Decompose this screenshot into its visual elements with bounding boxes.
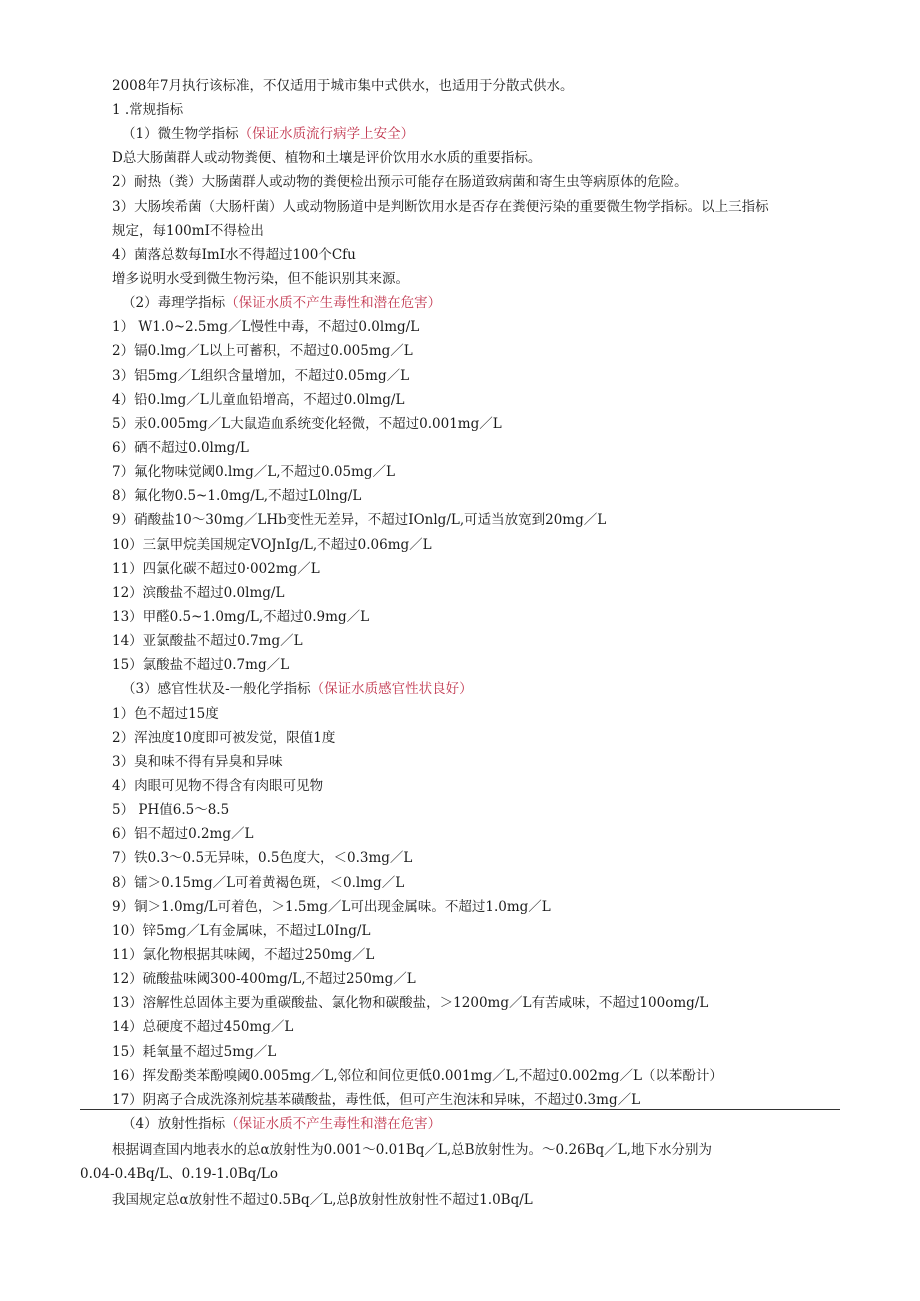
- list-item: 9）铜＞1.0mg/L可着色，＞1.5mg／L可出现金属味。不超过1.0mg／L: [112, 899, 551, 915]
- list-item: 5） PH值6.5～8.5: [112, 802, 230, 818]
- list-item: 8）镭＞0.15mg／L可着黄褐色斑，＜0.lmg／L: [112, 875, 405, 891]
- sensory-heading: [122, 679, 473, 699]
- list-item: 14）总硬度不超过450mg／L: [112, 1019, 294, 1035]
- list-item: 2）浑浊度10度即可被发觉，限值1度: [112, 730, 336, 746]
- section-divider: [80, 1109, 840, 1110]
- list-item: 3）臭和味不得有异臭和异味: [112, 754, 283, 770]
- list-item: 4）铅0.lmg／L儿童血铅增高，不超过0.0lmg/L: [112, 392, 405, 408]
- list-item: 6）硒不超过0.0lmg/L: [112, 440, 249, 456]
- list-item-continuation: 规定，每100mI不得检出: [112, 223, 264, 239]
- list-item: 12）滨酸盐不超过0.0lmg/L: [112, 585, 285, 601]
- intro-paragraph: 2008年7月执行该标准，不仅适用于城市集中式供水，也适用于分散式供水。: [112, 78, 574, 94]
- section-title-routine-indicators: 1 .常规指标: [112, 102, 184, 118]
- toxicology-heading: [122, 293, 441, 313]
- list-item: 9）硝酸盐10～30mg／LHb变性无差异，不超过IOnlg/L,可适当放宽到20mg／L: [112, 512, 607, 528]
- list-item: 11）氯化物根据其味阈，不超过250mg／L: [112, 947, 375, 963]
- radioactivity-paragraph: 根据调查国内地表水的总α放射性为0.001～0.01Bq／L,总B放射性为。～0.26Bq／L,地下水分别为: [112, 1142, 712, 1158]
- microbiology-heading-note: （保证水质流行病学上安全）: [238, 126, 415, 142]
- list-item: 13）甲醛0.5~1.0mg/L,不超过0.9mg／L: [112, 609, 370, 625]
- radioactivity-heading-label: （4）放射性指标: [122, 1116, 226, 1132]
- list-item: 12）硫酸盐味阈300-400mg/L,不超过250mg／L: [112, 971, 416, 987]
- list-item: D总大肠菌群人或动物粪便、植物和土壤是评价饮用水水质的重要指标。: [112, 150, 542, 166]
- list-item: 7）氟化物味觉阈0.lmg／L,不超过0.05mg／L: [112, 464, 395, 480]
- list-item: 7）铁0.3～0.5无异味，0.5色度大，＜0.3mg／L: [112, 850, 413, 866]
- list-item: 14）亚氯酸盐不超过0.7mg／L: [112, 633, 303, 649]
- radioactivity-regulation: 我国规定总α放射性不超过0.5Bq／L,总β放射性放射性不超过1.0Bq/L: [112, 1192, 533, 1208]
- sensory-heading-label: （3）感官性状及-一般化学指标: [122, 681, 311, 697]
- list-item: 5）汞0.005mg／L大鼠造血系统变化轻微，不超过0.001mg／L: [112, 416, 502, 432]
- list-item: 1） W1.0~2.5mg／L慢性中毒，不超过0.0lmg/L: [112, 319, 420, 335]
- list-item: 16）挥发酚类苯酚嗅阈0.005mg／L,邻位和间位更低0.001mg／L,不超过0.002mg／L（以苯酚计）: [112, 1068, 723, 1084]
- list-item: 8）氟化物0.5~1.0mg/L,不超过L0lng/L: [112, 488, 362, 504]
- list-item: 4）菌落总数每ImI水不得超过100个Cfu: [112, 247, 356, 263]
- radioactivity-heading: [122, 1114, 441, 1134]
- list-item: 17）阴离子合成洗涤剂烷基苯磺酸盐，毒性低，但可产生泡沫和异味，不超过0.3mg／L: [112, 1092, 641, 1108]
- list-item: 15）耗氧量不超过5mg／L: [112, 1044, 277, 1060]
- list-item: 10）锌5mg／L有金属味，不超过L0Ing/L: [112, 923, 371, 939]
- list-item: 13）溶解性总固体主要为重碳酸盐、氯化物和碳酸盐，＞1200mg／L有苦咸味，不超过100omg/L: [112, 995, 709, 1011]
- list-item: 3）铝5mg／L组织含量增加，不超过0.05mg／L: [112, 368, 410, 384]
- list-item: 15）氯酸盐不超过0.7mg／L: [112, 657, 290, 673]
- microbiology-heading: [122, 124, 414, 144]
- list-item: 增多说明水受到微生物污染，但不能识别其来源。: [112, 271, 409, 287]
- list-item: 2）耐热（粪）大肠菌群人或动物的粪便检出预示可能存在肠道致病菌和寄生虫等病原体的危险。: [112, 174, 688, 190]
- toxicology-heading-note: （保证水质不产生毒性和潜在危害）: [225, 295, 442, 311]
- toxicology-heading-label: （2）毒理学指标: [122, 295, 226, 311]
- list-item: 1）色不超过15度: [112, 706, 219, 722]
- radioactivity-heading-note: （保证水质不产生毒性和潜在危害）: [225, 1116, 442, 1132]
- list-item: 11）四氯化碳不超过0·002mg／L: [112, 561, 320, 577]
- list-item: 2）镉0.lmg／L以上可蓄积，不超过0.005mg／L: [112, 343, 413, 359]
- list-item: 4）肉眼可见物不得含有肉眼可见物: [112, 778, 324, 794]
- list-item: 10）三氯甲烷美国规定VOJnIg/L,不超过0.06mg／L: [112, 537, 432, 553]
- list-item: 3）大肠埃希菌（大肠杆菌）人或动物肠道中是判断饮用水是否存在粪便污染的重要微生物学指标。以上三指标: [112, 199, 769, 215]
- radioactivity-paragraph-continuation: 0.04-0.4Bq/L、0.19-1.0Bq/Lo: [80, 1166, 278, 1182]
- sensory-heading-note: （保证水质感官性状良好）: [310, 681, 473, 697]
- list-item: 6）铝不超过0.2mg／L: [112, 826, 254, 842]
- microbiology-heading-label: （1）微生物学指标: [122, 126, 239, 142]
